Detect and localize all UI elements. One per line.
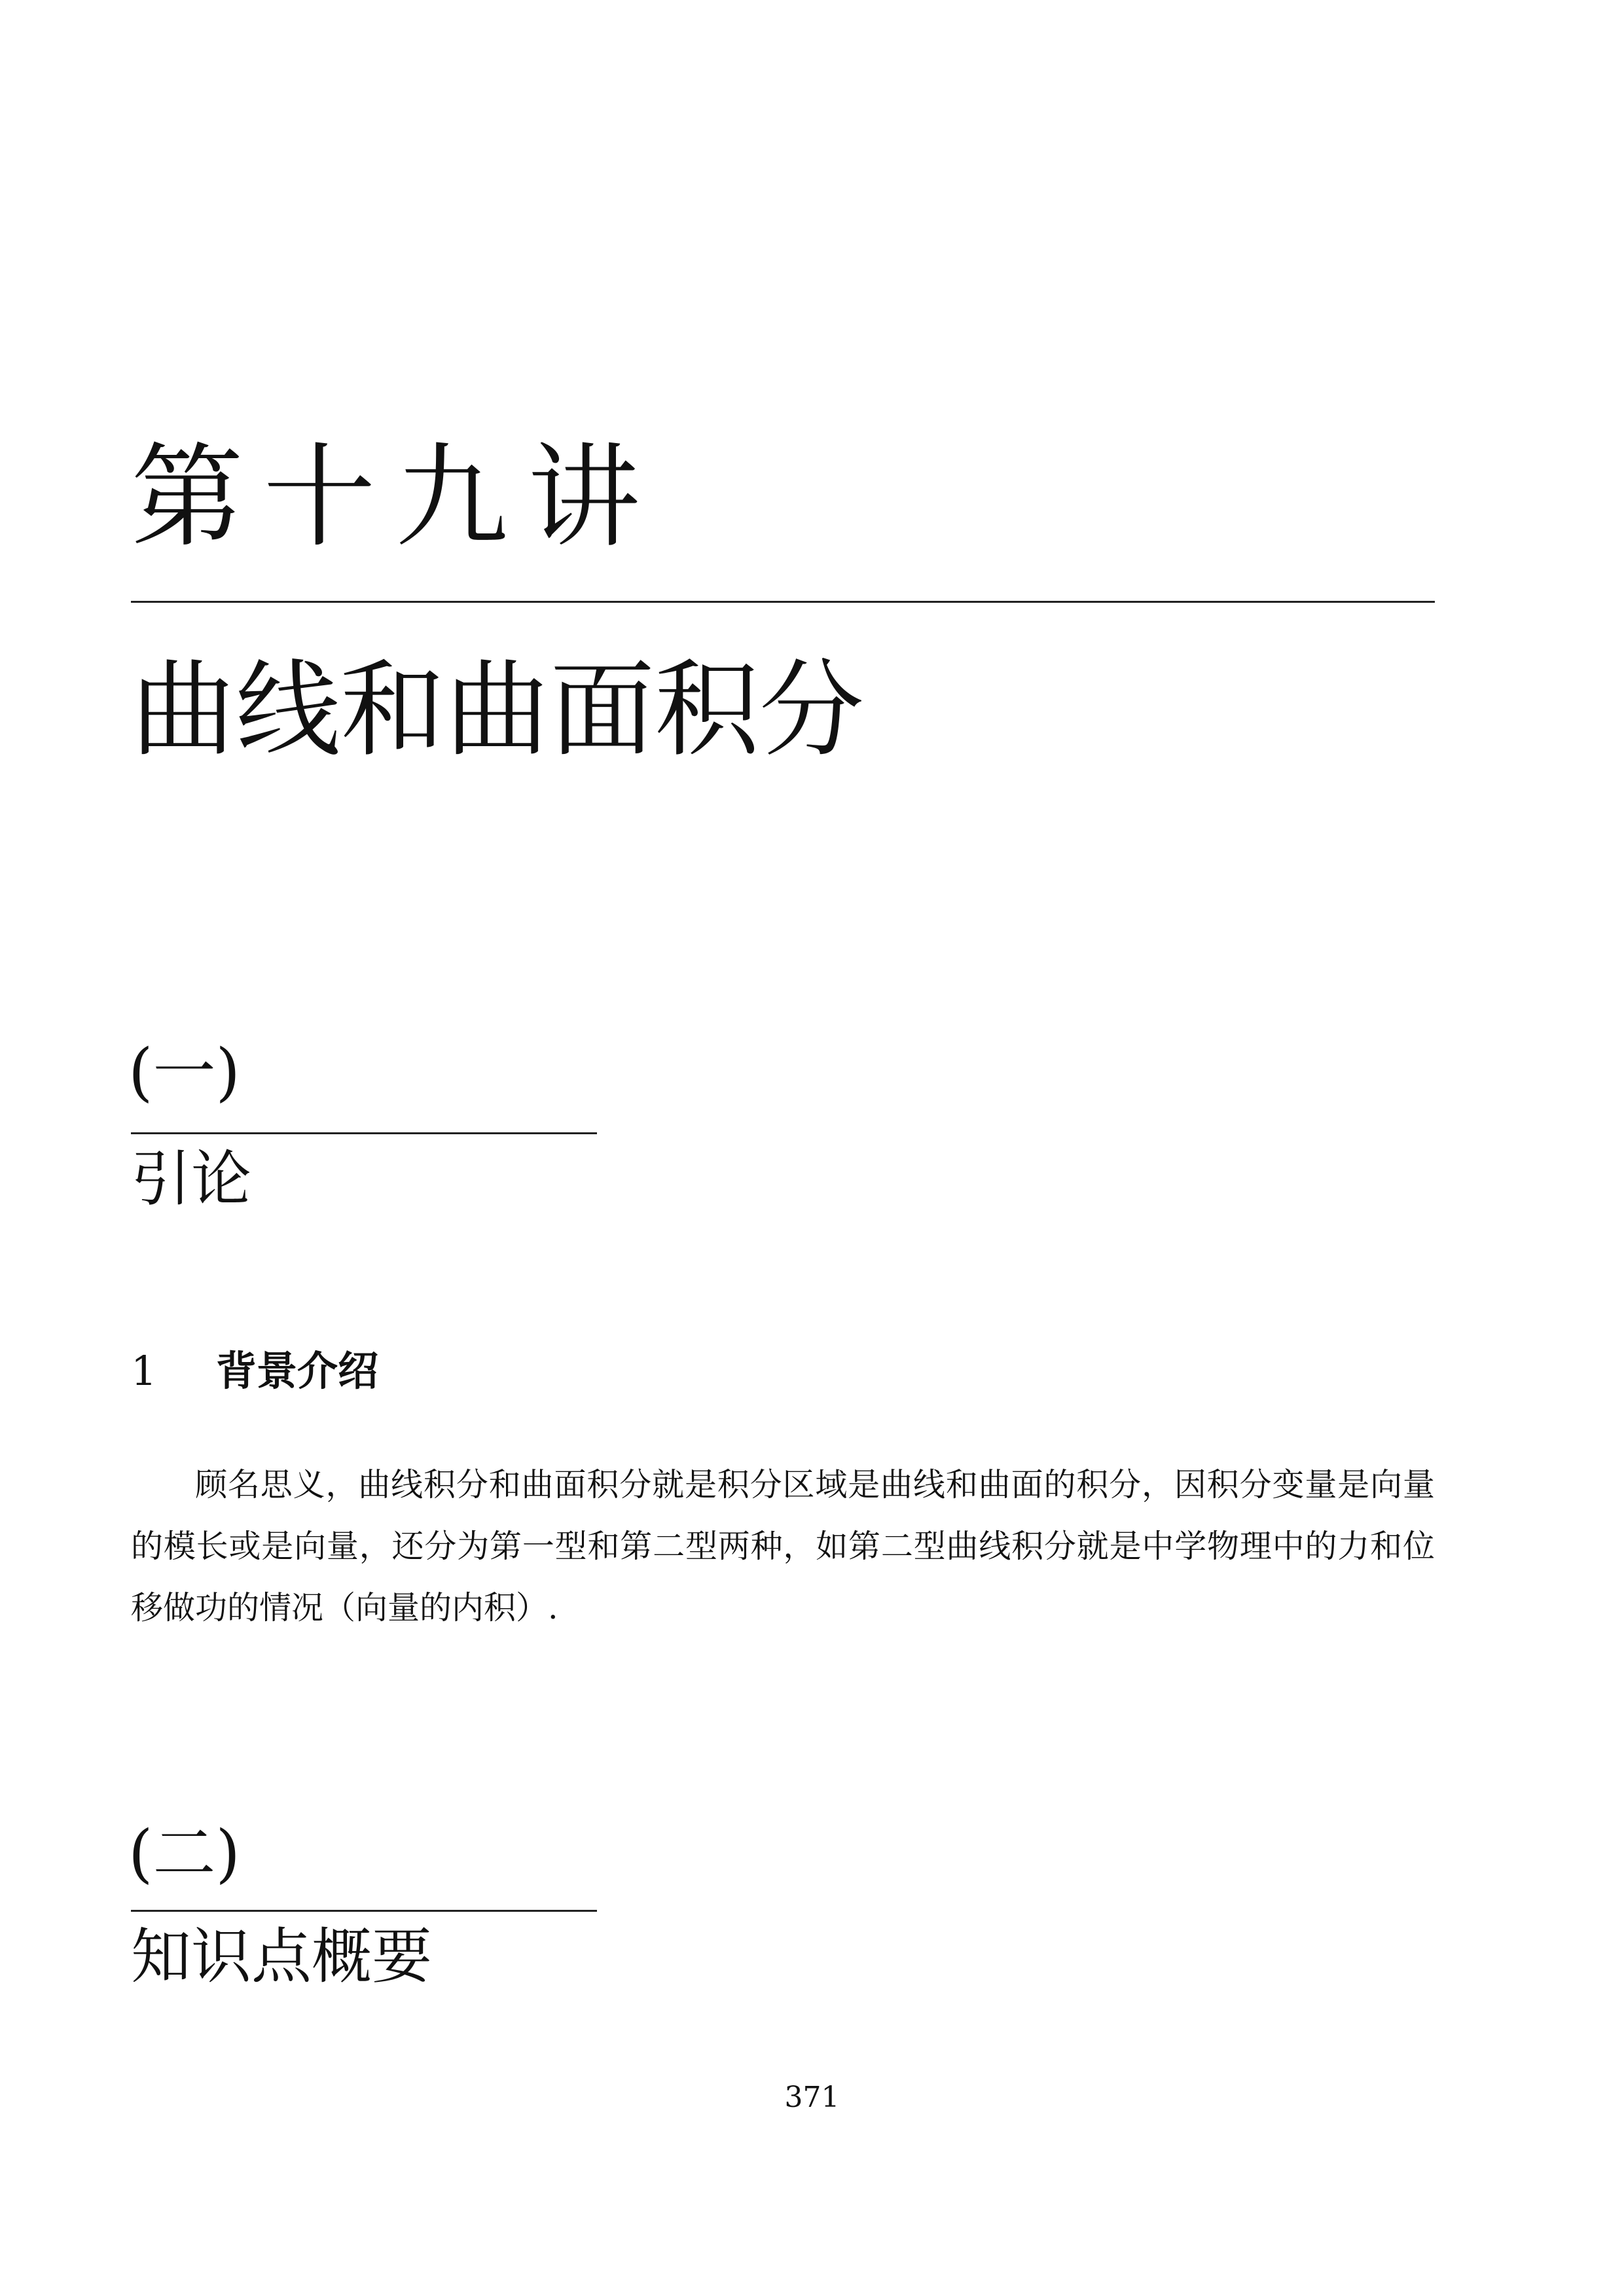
body-paragraph (131, 1454, 1435, 1639)
lecture-title: 曲线和曲面积分 (131, 649, 865, 771)
section-number: (二) (128, 1817, 240, 1890)
subsection-title: 背景介绍 (216, 1347, 379, 1395)
section-title: 知识点概要 (131, 1922, 433, 1992)
section-divider (131, 1910, 597, 1912)
subsection-heading (131, 1342, 378, 1401)
section-divider (131, 1132, 597, 1134)
section-number: (一) (128, 1035, 240, 1109)
subsection-number: 1 (131, 1347, 157, 1395)
section-title: 引论 (131, 1144, 252, 1214)
chapter-divider (131, 601, 1435, 603)
page-number: 371 (784, 2081, 840, 2114)
paragraph-line: 的模长或是向量，还分为第一型和第二型两种，如第二型曲线积分就是中学物理中的力和位 (131, 1528, 1435, 1565)
paragraph-line: 顾名思义，曲线积分和曲面积分就是积分区域是曲线和曲面的积分，因积分变量是向量 (195, 1466, 1435, 1503)
lecture-number-heading: 第十九讲 (131, 431, 660, 563)
paragraph-line: 移做功的情况（向量的内积）. (131, 1589, 558, 1626)
